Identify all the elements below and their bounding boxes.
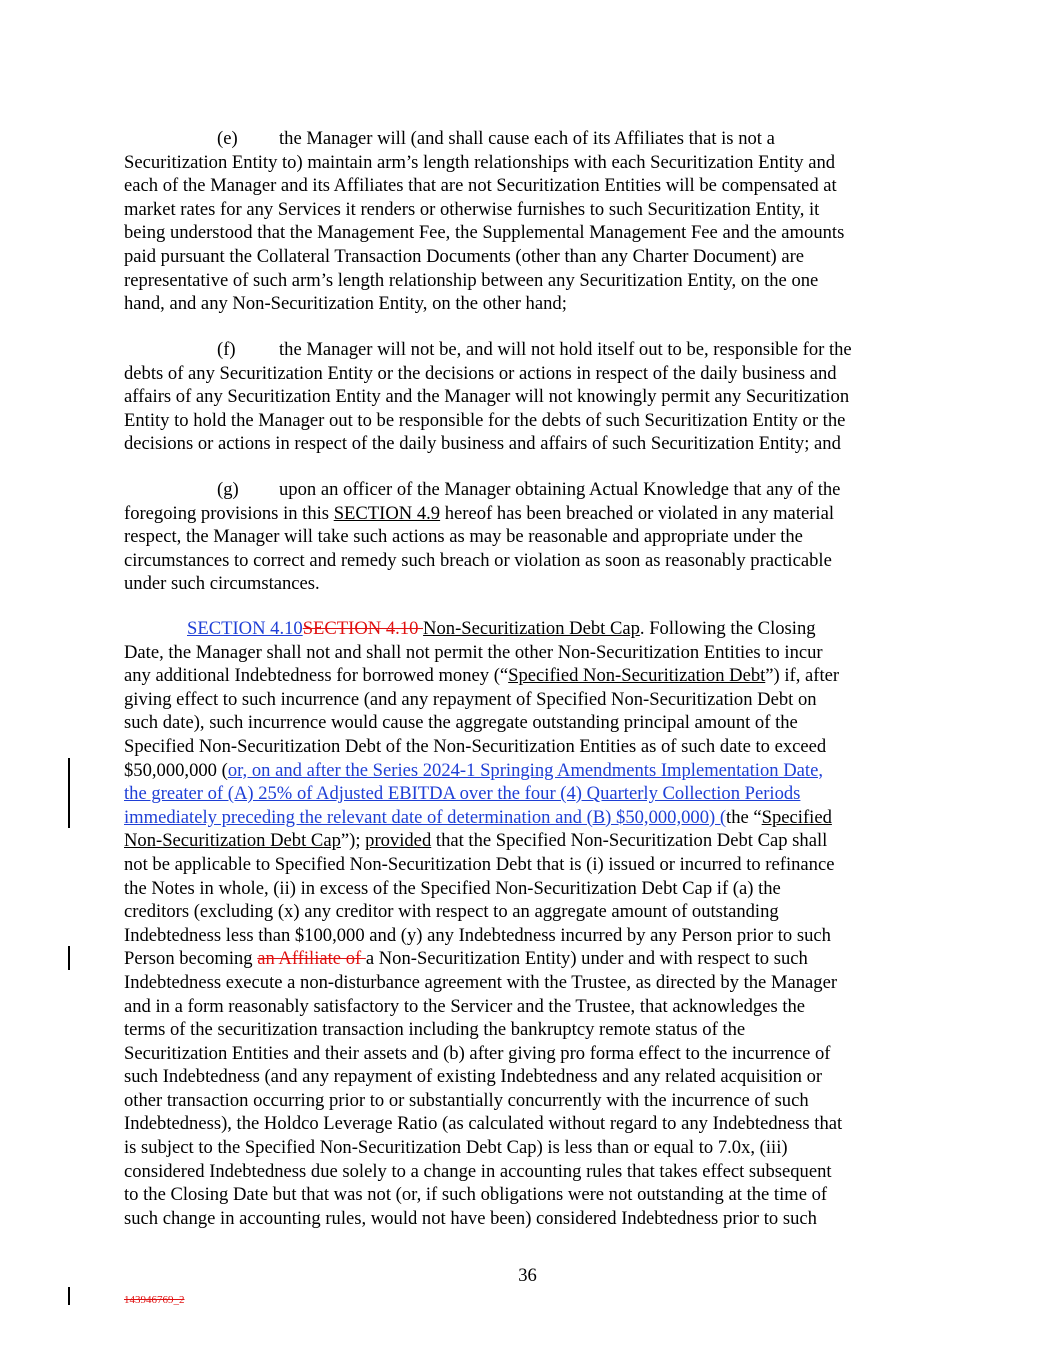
paragraph-line: Securitization Entity to) maintain arm’s length relationships with each Securitization Entity and: [124, 151, 836, 173]
paragraph-line: market rates for any Services it renders or otherwise furnishes to such Securitization Entity, it: [124, 198, 820, 220]
paragraph-line: foregoing provisions in this SECTION 4.9 hereof has been breached or violated in any material: [124, 502, 835, 524]
paragraph-line: such date), such incurrence would cause the aggregate outstanding principal amount of the: [124, 712, 798, 734]
paragraph-line: being understood that the Management Fee, the Supplemental Management Fee and the amounts: [124, 222, 845, 244]
paragraph-line: (f) the Manager will not be, and will not hold itself out to be, responsible for the: [217, 339, 852, 360]
paragraph-line: [124, 782, 930, 806]
paragraph-line: terms of the securitization transaction including the bankruptcy remote status of the: [124, 1019, 746, 1041]
deleted-text: an Affiliate of: [257, 948, 366, 970]
document-id: 143946769_2: [124, 1294, 185, 1306]
inserted-text: or, on and after the Series 2024-1 Springing Amendments Implementation Date,: [227, 759, 823, 781]
paragraph-line: under such circumstances.: [124, 573, 320, 595]
paragraph-line: considered Indebtedness due solely to a change in accounting rules that takes effect subsequent: [124, 1160, 832, 1182]
paragraph-line: Person becoming an Affiliate of a Non-Securitization Entity) under and with respect to such: [124, 948, 808, 970]
paragraph-line: representative of such arm’s length relationship between any Securitization Entity, on the one: [124, 269, 819, 291]
page-number: 36: [518, 1265, 537, 1286]
paragraph-line: $50,000,000 (or, on and after the Series 2024-1 Springing Amendments Implementation Date,: [124, 759, 823, 781]
paragraph-line: such change in accounting rules, would not have been) considered Indebtedness prior to such: [124, 1207, 817, 1229]
defined-term: Specified: [761, 806, 832, 828]
paragraph-f: [124, 338, 930, 456]
inserted-text: the greater of (A) 25% of Adjusted EBITDA over the four (4) Quarterly Collection Periods: [124, 783, 801, 805]
paragraph-line: (e) the Manager will (and shall cause each of its Affiliates that is not a: [217, 128, 775, 149]
section-reference: SECTION 4.9: [333, 502, 441, 524]
paragraph-line: such Indebtedness (and any repayment of existing Indebtedness and any related acquisition or: [124, 1066, 823, 1088]
paragraph-line: circumstances to correct and remedy such breach or violation as soon as reasonably practicable: [124, 549, 832, 571]
enumerator: (e): [217, 128, 238, 149]
proviso-term: provided: [365, 830, 432, 852]
paragraph-line: Indebtedness less than $100,000 and (y) any Indebtedness incurred by any Person prior to such: [124, 924, 831, 946]
change-bar: [68, 758, 70, 828]
paragraph-line: creditors (excluding (x) any creditor with respect to an aggregate amount of outstanding: [124, 901, 779, 923]
paragraph-line: debts of any Securitization Entity or the decisions or actions in respect of the daily business and: [124, 362, 837, 384]
paragraph-line: respect, the Manager will take such actions as may be reasonable and appropriate under the: [124, 526, 803, 548]
paragraph-line: Non-Securitization Debt Cap”); provided that the Specified Non-Securitization Debt Cap shall: [124, 830, 828, 852]
defined-term: Specified Non-Securitization Debt: [508, 665, 766, 687]
paragraph-e: [124, 127, 930, 316]
defined-term: Non-Securitization Debt Cap: [124, 830, 341, 852]
paragraph-line: hand, and any Non-Securitization Entity, on the other hand;: [124, 293, 567, 315]
section-heading: Non-Securitization Debt Cap: [423, 618, 640, 639]
paragraph-line: other transaction occurring prior to or substantially concurrently with the incurrence of such: [124, 1089, 809, 1111]
paragraph-line: paid pursuant the Collateral Transaction Documents (other than any Charter Document) are: [124, 245, 805, 267]
paragraph-line: Indebtedness execute a non-disturbance agreement with the Trustee, as directed by the Manager: [124, 971, 838, 993]
paragraph-line: and in a form reasonably satisfactory to the Servicer and the Trustee, that acknowledges the: [124, 995, 806, 1017]
paragraph-line: Date, the Manager shall not and shall not permit the other Non-Securitization Entities to incur: [124, 641, 823, 663]
paragraph-line: SECTION 4.10SECTION 4.10 Non-Securitization Debt Cap. Following the Closing: [187, 618, 816, 639]
paragraph-line: (g) upon an officer of the Manager obtaining Actual Knowledge that any of the: [217, 479, 841, 500]
paragraph-line: Indebtedness), the Holdco Leverage Ratio (as calculated without regard to any Indebtedness that: [124, 1113, 843, 1135]
paragraph-line: the Notes in whole, (ii) in excess of the Specified Non-Securitization Debt Cap if (a) the: [124, 877, 781, 899]
paragraph-line: each of the Manager and its Affiliates that are not Securitization Entities will be compensated at: [124, 175, 837, 197]
paragraph-g: [124, 478, 930, 596]
paragraph-line: Securitization Entities and their assets and (b) after giving pro forma effect to the incurrence of: [124, 1042, 831, 1064]
enumerator: (f): [217, 339, 236, 360]
paragraph-line: is subject to the Specified Non-Securitization Debt Cap) is less than or equal to 7.0x, (iii): [124, 1137, 788, 1159]
paragraph-line: Specified Non-Securitization Debt of the Non-Securitization Entities as of such date to exceed: [124, 735, 827, 757]
paragraph-line: not be applicable to Specified Non-Securitization Debt that is (i) issued or incurred to refinance: [124, 853, 835, 875]
inserted-text: immediately preceding the relevant date of determination and (B) $50,000,000) (: [124, 806, 727, 828]
change-bar: [68, 946, 70, 970]
paragraph-line: Entity to hold the Manager out to be responsible for the debts of such Securitization Entity or the: [124, 409, 846, 431]
paragraph-line: affairs of any Securitization Entity and the Manager will not knowingly permit any Securitization: [124, 386, 850, 408]
paragraph-line: decisions or actions in respect of the daily business and affairs of such Securitization Entity; and: [124, 433, 841, 455]
deleted-section-number: SECTION 4.10: [302, 618, 424, 639]
paragraph-line: to the Closing Date but that was not (or, if such obligations were not outstanding at the time of: [124, 1184, 828, 1206]
change-bar: [68, 1287, 70, 1305]
paragraph-line: any additional Indebtedness for borrowed money (“Specified Non-Securitization Debt”) if, after: [124, 665, 840, 687]
paragraph-line: immediately preceding the relevant date of determination and (B) $50,000,000) (the “Specified: [124, 806, 832, 828]
enumerator: (g): [217, 479, 239, 500]
section-4-10: [124, 617, 930, 1230]
paragraph-line: giving effect to such incurrence (and any repayment of Specified Non-Securitization Debt on: [124, 688, 817, 710]
inserted-section-number: SECTION 4.10: [187, 618, 303, 639]
